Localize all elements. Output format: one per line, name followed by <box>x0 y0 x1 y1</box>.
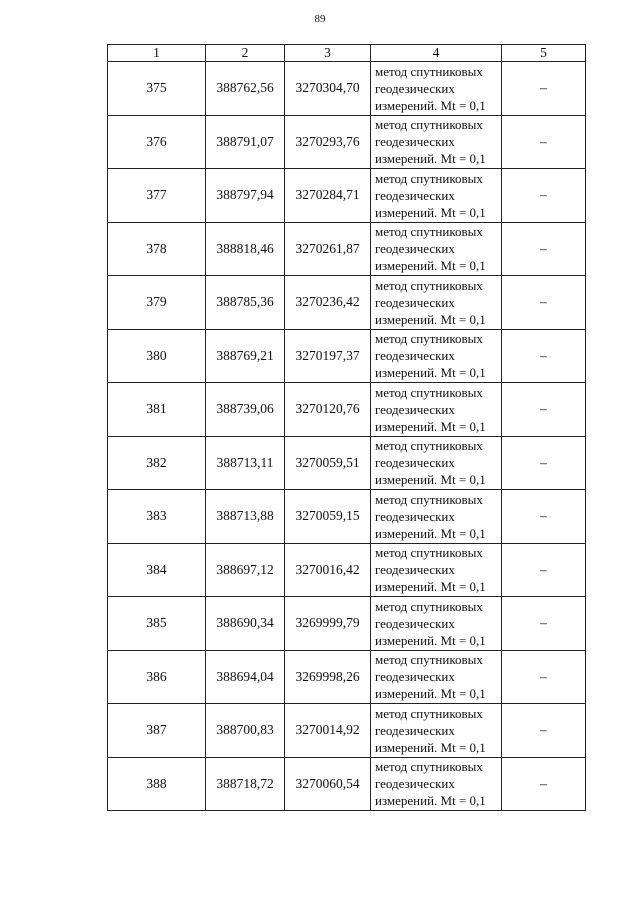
header-col-5: 5 <box>502 45 586 62</box>
table-header-row <box>108 45 586 62</box>
method-cell <box>371 757 502 811</box>
method-line: метод спутниковых <box>375 224 483 240</box>
method-cell <box>371 597 502 651</box>
method-cell <box>371 650 502 704</box>
header-col-4: 4 <box>371 45 502 62</box>
x-coordinate-cell: 388797,94 <box>206 169 285 223</box>
method-line: метод спутниковых <box>375 331 483 347</box>
method-line: геодезических <box>375 80 455 96</box>
table-row <box>108 169 586 223</box>
header-col-2: 2 <box>206 45 285 62</box>
method-line: метод спутниковых <box>375 652 483 668</box>
coordinates-table <box>107 44 586 811</box>
method-line: измерений. Mt = 0,1 <box>375 793 486 809</box>
point-number-cell: 379 <box>108 276 206 330</box>
point-number-cell: 376 <box>108 115 206 169</box>
page-number: 89 <box>314 13 326 25</box>
method-cell <box>371 436 502 490</box>
method-line: метод спутниковых <box>375 545 483 561</box>
method-line: геодезических <box>375 615 455 631</box>
method-line: измерений. Mt = 0,1 <box>375 258 486 274</box>
x-coordinate-cell: 388697,12 <box>206 543 285 597</box>
x-coordinate-cell: 388718,72 <box>206 757 285 811</box>
column-5-cell: – <box>502 650 586 704</box>
y-coordinate-cell: 3270060,54 <box>285 757 371 811</box>
table-row <box>108 436 586 490</box>
method-line: геодезических <box>375 776 455 792</box>
method-cell <box>371 543 502 597</box>
y-coordinate-cell: 3270016,42 <box>285 543 371 597</box>
method-line: геодезических <box>375 241 455 257</box>
method-cell <box>371 62 502 116</box>
method-line: геодезических <box>375 134 455 150</box>
y-coordinate-cell: 3270059,51 <box>285 436 371 490</box>
method-line: геодезических <box>375 669 455 685</box>
y-coordinate-cell: 3270261,87 <box>285 222 371 276</box>
table-row <box>108 383 586 437</box>
method-line: метод спутниковых <box>375 117 483 133</box>
x-coordinate-cell: 388713,11 <box>206 436 285 490</box>
column-5-cell: – <box>502 329 586 383</box>
column-5-cell: – <box>502 436 586 490</box>
method-line: геодезических <box>375 455 455 471</box>
x-coordinate-cell: 388769,21 <box>206 329 285 383</box>
column-5-cell: – <box>502 490 586 544</box>
method-cell <box>371 222 502 276</box>
table-row <box>108 543 586 597</box>
point-number-cell: 382 <box>108 436 206 490</box>
point-number-cell: 378 <box>108 222 206 276</box>
method-line: геодезических <box>375 294 455 310</box>
method-line: измерений. Mt = 0,1 <box>375 739 486 755</box>
x-coordinate-cell: 388791,07 <box>206 115 285 169</box>
header-col-1: 1 <box>108 45 206 62</box>
table-row <box>108 276 586 330</box>
x-coordinate-cell: 388785,36 <box>206 276 285 330</box>
point-number-cell: 375 <box>108 62 206 116</box>
column-5-cell: – <box>502 276 586 330</box>
x-coordinate-cell: 388739,06 <box>206 383 285 437</box>
y-coordinate-cell: 3270197,37 <box>285 329 371 383</box>
method-line: метод спутниковых <box>375 170 483 186</box>
method-line: геодезических <box>375 508 455 524</box>
method-cell <box>371 704 502 758</box>
table-row <box>108 490 586 544</box>
point-number-cell: 380 <box>108 329 206 383</box>
method-line: метод спутниковых <box>375 705 483 721</box>
x-coordinate-cell: 388700,83 <box>206 704 285 758</box>
y-coordinate-cell: 3269999,79 <box>285 597 371 651</box>
x-coordinate-cell: 388694,04 <box>206 650 285 704</box>
header-col-3: 3 <box>285 45 371 62</box>
method-line: метод спутниковых <box>375 384 483 400</box>
x-coordinate-cell: 388818,46 <box>206 222 285 276</box>
table-row <box>108 597 586 651</box>
method-line: метод спутниковых <box>375 63 483 79</box>
point-number-cell: 384 <box>108 543 206 597</box>
column-5-cell: – <box>502 115 586 169</box>
method-cell <box>371 169 502 223</box>
column-5-cell: – <box>502 757 586 811</box>
y-coordinate-cell: 3270304,70 <box>285 62 371 116</box>
table-row <box>108 329 586 383</box>
method-line: измерений. Mt = 0,1 <box>375 525 486 541</box>
method-line: измерений. Mt = 0,1 <box>375 204 486 220</box>
method-line: геодезических <box>375 722 455 738</box>
method-cell <box>371 115 502 169</box>
column-5-cell: – <box>502 222 586 276</box>
table-body <box>108 62 586 811</box>
method-line: геодезических <box>375 562 455 578</box>
method-line: метод спутниковых <box>375 438 483 454</box>
method-line: метод спутниковых <box>375 759 483 775</box>
column-5-cell: – <box>502 597 586 651</box>
table-row <box>108 222 586 276</box>
point-number-cell: 387 <box>108 704 206 758</box>
point-number-cell: 388 <box>108 757 206 811</box>
table-row <box>108 115 586 169</box>
point-number-cell: 377 <box>108 169 206 223</box>
method-line: метод спутниковых <box>375 277 483 293</box>
y-coordinate-cell: 3270120,76 <box>285 383 371 437</box>
method-cell <box>371 383 502 437</box>
point-number-cell: 381 <box>108 383 206 437</box>
column-5-cell: – <box>502 383 586 437</box>
method-line: метод спутниковых <box>375 491 483 507</box>
y-coordinate-cell: 3269998,26 <box>285 650 371 704</box>
y-coordinate-cell: 3270014,92 <box>285 704 371 758</box>
method-cell <box>371 276 502 330</box>
y-coordinate-cell: 3270284,71 <box>285 169 371 223</box>
method-line: метод спутниковых <box>375 598 483 614</box>
table-row <box>108 757 586 811</box>
table-row <box>108 704 586 758</box>
y-coordinate-cell: 3270293,76 <box>285 115 371 169</box>
method-cell <box>371 329 502 383</box>
column-5-cell: – <box>502 169 586 223</box>
point-number-cell: 385 <box>108 597 206 651</box>
point-number-cell: 383 <box>108 490 206 544</box>
method-line: измерений. Mt = 0,1 <box>375 97 486 113</box>
column-5-cell: – <box>502 704 586 758</box>
method-line: измерений. Mt = 0,1 <box>375 686 486 702</box>
method-line: измерений. Mt = 0,1 <box>375 472 486 488</box>
x-coordinate-cell: 388690,34 <box>206 597 285 651</box>
point-number-cell: 386 <box>108 650 206 704</box>
table-row <box>108 650 586 704</box>
table-row <box>108 62 586 116</box>
column-5-cell: – <box>502 62 586 116</box>
method-line: измерений. Mt = 0,1 <box>375 579 486 595</box>
method-line: измерений. Mt = 0,1 <box>375 365 486 381</box>
method-line: геодезических <box>375 348 455 364</box>
x-coordinate-cell: 388762,56 <box>206 62 285 116</box>
method-line: измерений. Mt = 0,1 <box>375 151 486 167</box>
method-line: измерений. Mt = 0,1 <box>375 311 486 327</box>
y-coordinate-cell: 3270059,15 <box>285 490 371 544</box>
method-cell <box>371 490 502 544</box>
method-line: измерений. Mt = 0,1 <box>375 418 486 434</box>
column-5-cell: – <box>502 543 586 597</box>
method-line: геодезических <box>375 401 455 417</box>
y-coordinate-cell: 3270236,42 <box>285 276 371 330</box>
x-coordinate-cell: 388713,88 <box>206 490 285 544</box>
method-line: геодезических <box>375 187 455 203</box>
method-line: измерений. Mt = 0,1 <box>375 632 486 648</box>
